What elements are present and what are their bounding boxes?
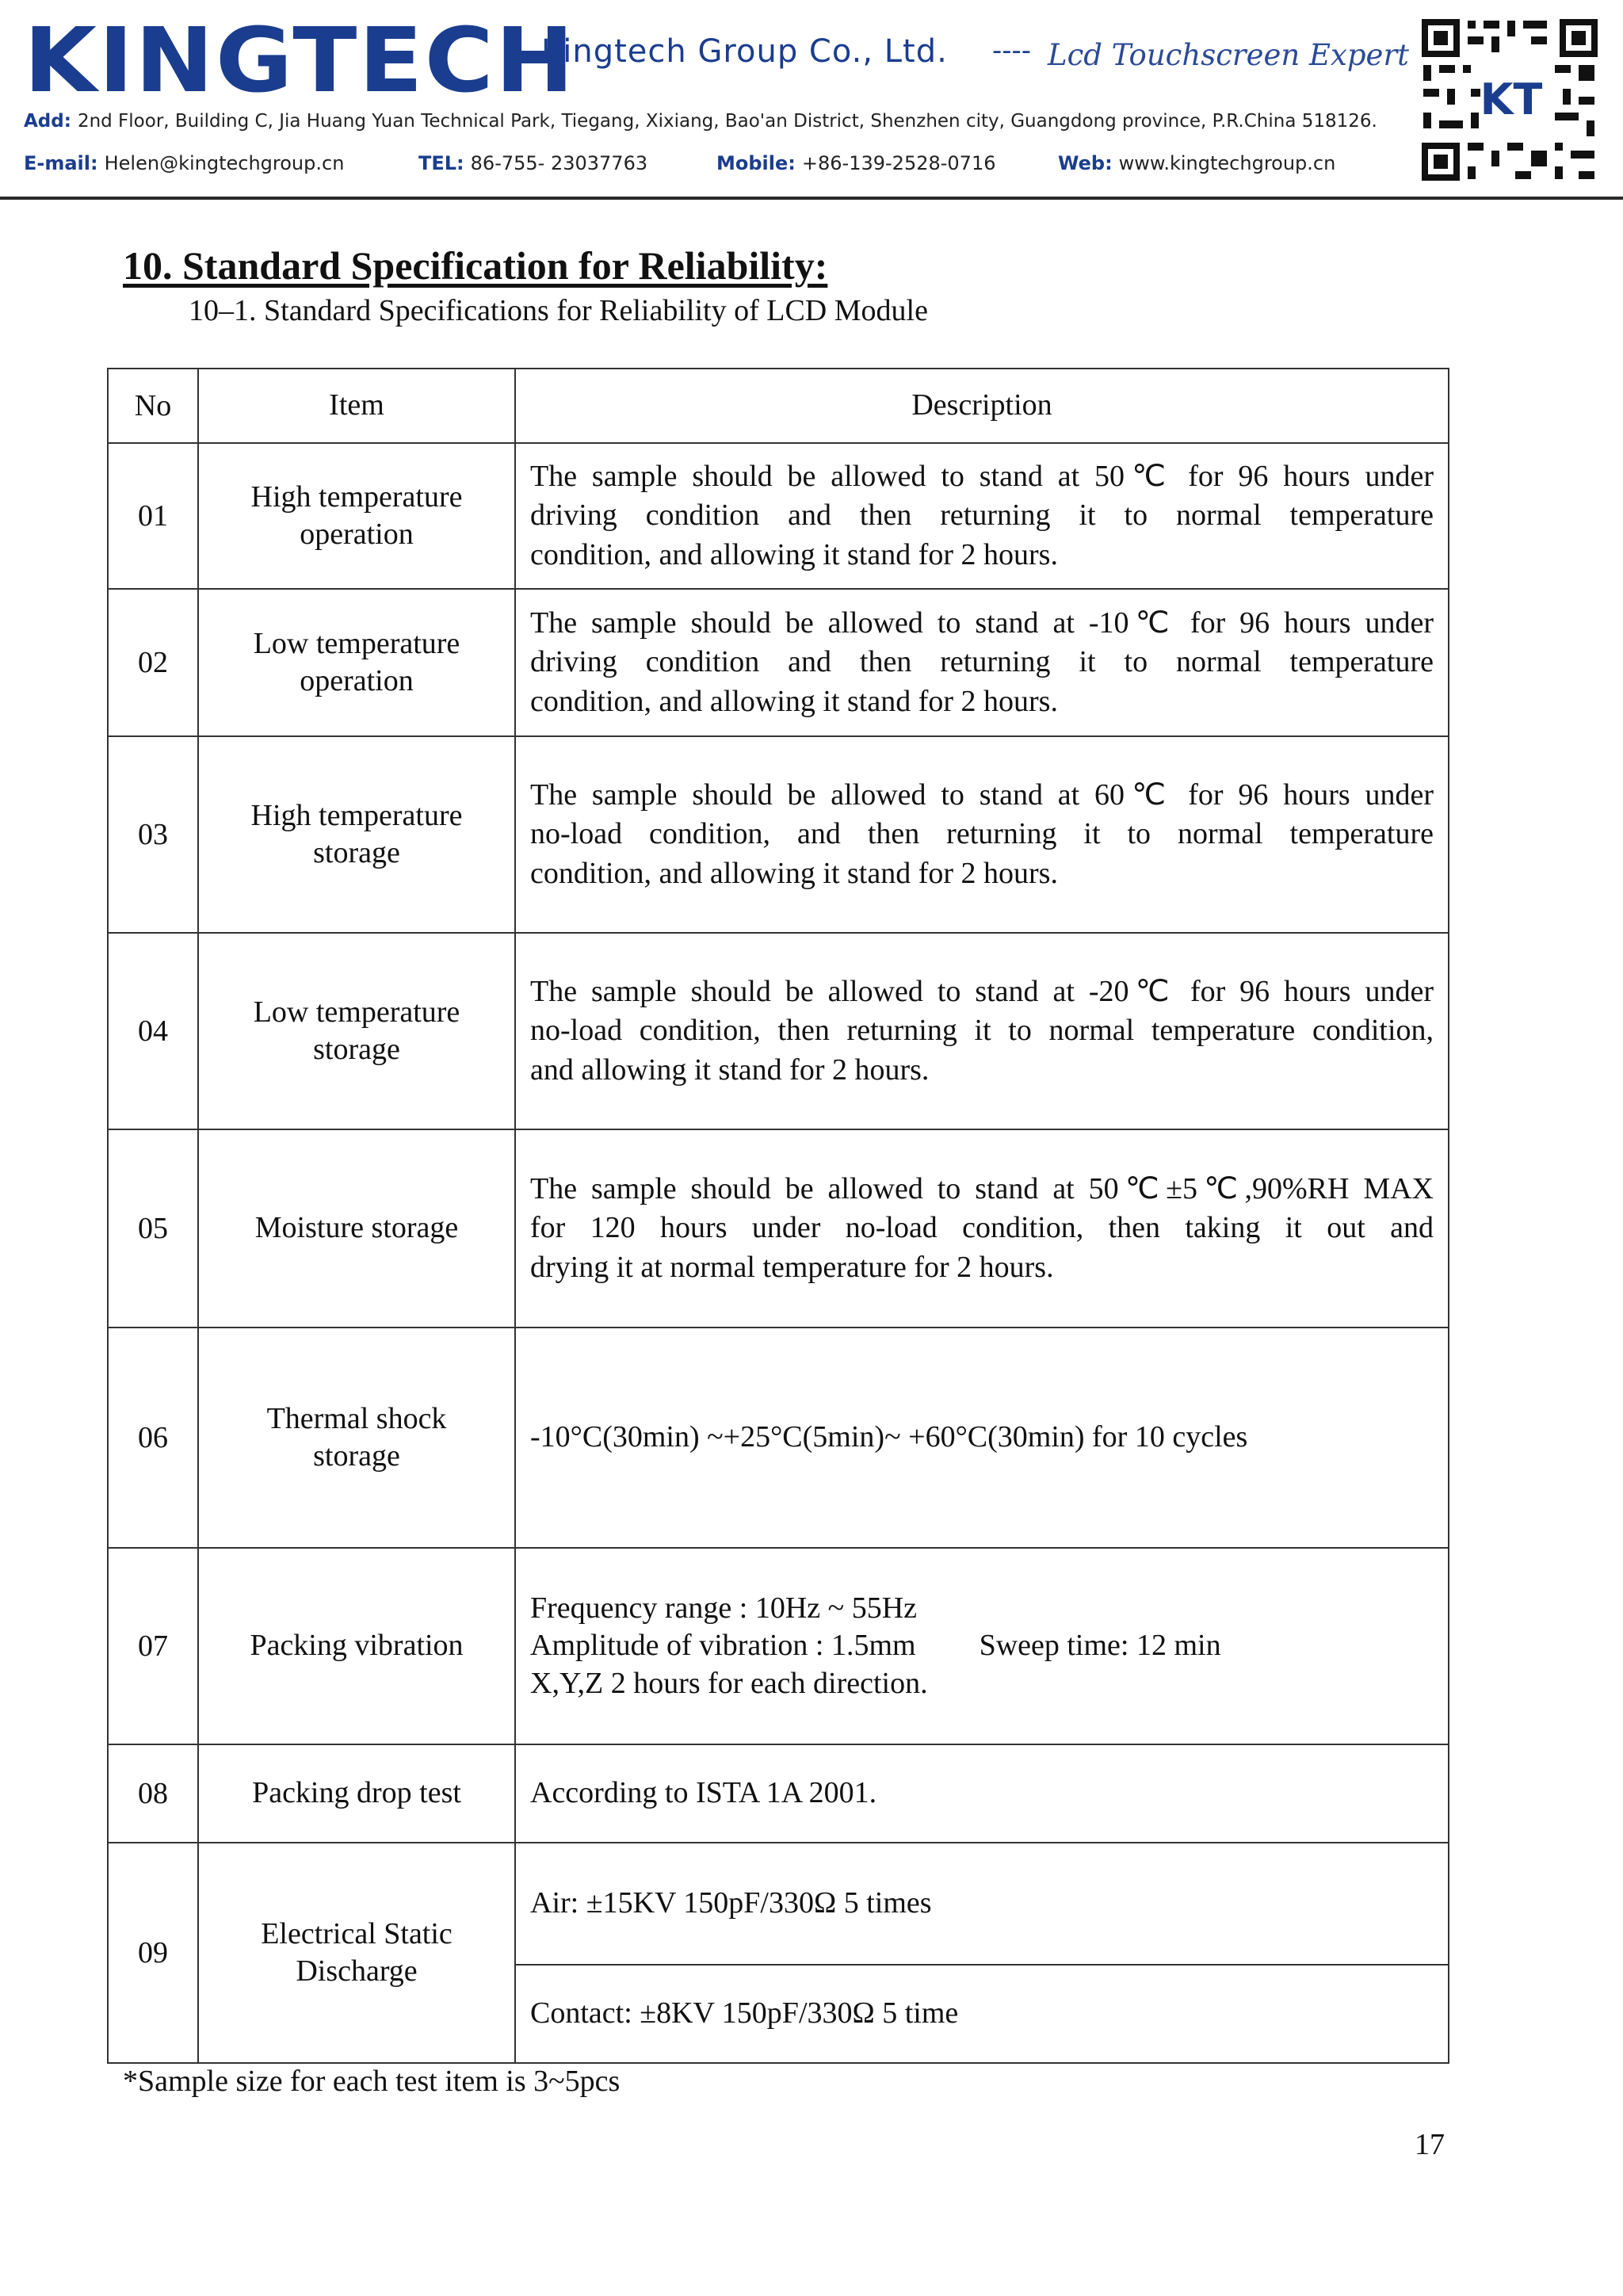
row-item: Moisture storage (198, 1129, 515, 1328)
table-row (108, 1129, 1449, 1328)
row-no: 05 (108, 1129, 198, 1328)
tel-value: 86-755- 23037763 (470, 152, 648, 174)
esd-air: Air: ±15KV 150pF/330Ω 5 times (515, 1843, 1449, 1965)
table-row (108, 1548, 1449, 1744)
esd-contact: Contact: ±8KV 150pF/330Ω 5 time (515, 1965, 1449, 2063)
logo-text: KINGTECH (24, 10, 576, 113)
row-item: Low temperature operation (198, 589, 515, 736)
company-dashes: ---- (992, 35, 1032, 67)
header-item: Item (198, 369, 515, 443)
footnote: *Sample size for each test item is 3~5pcs (123, 2065, 621, 2098)
section-title: 10. Standard Specification for Reliability: (123, 243, 828, 288)
web-label: Web: (1058, 152, 1113, 174)
mobile-label: Mobile: (716, 152, 796, 174)
address-line (24, 111, 1377, 132)
amplitude-line (530, 1627, 1434, 1665)
sweep-time: Sweep time: 12 min (979, 1629, 1221, 1663)
frequency-range: Frequency range : 10Hz ~ 55Hz (530, 1591, 918, 1625)
section-subtitle: 10–1. Standard Specifications for Reliability of LCD Module (189, 294, 928, 327)
row-item: Electrical Static Discharge (198, 1843, 515, 2063)
qr-code-icon (1419, 16, 1601, 184)
row-item: High temperature storage (198, 736, 515, 933)
header-rule (0, 197, 1623, 200)
table-row (108, 1744, 1449, 1843)
company-name: Kingtech Group Co., Ltd. (541, 33, 948, 70)
row-description (515, 1548, 1449, 1744)
row-description: The sample should be allowed to stand at 50℃±5℃,90%RH MAX for 120 hours under no-load condition, then taking it out and drying it at normal temperature for 2 hours. (515, 1129, 1449, 1328)
row-description: The sample should be allowed to stand at -10℃ for 96 hours under driving condition and then returning it to normal temperature condition, and allowing it stand for 2 hours. (515, 589, 1449, 736)
row-item: Thermal shock storage (198, 1328, 515, 1548)
row-no: 01 (108, 443, 198, 589)
row-description: -10°C(30min) ~+25°C(5min)~ +60°C(30min) for 10 cycles (515, 1328, 1449, 1548)
email-value[interactable]: Helen@kingtechgroup.cn (104, 152, 345, 174)
mobile-value: +86-139-2528-0716 (801, 152, 996, 174)
header-no: No (108, 369, 198, 443)
table-row (108, 933, 1449, 1129)
address-text: 2nd Floor, Building C, Jia Huang Yuan Technical Park, Tiegang, Xixiang, Bao'an District, Shenzhen city, Guangdong province, P.R.China 518126. (77, 111, 1377, 132)
reliability-spec-table (107, 368, 1449, 2064)
row-item: Packing vibration (198, 1548, 515, 1744)
row-no: 07 (108, 1548, 198, 1744)
table-row (108, 1328, 1449, 1548)
xyz-duration: X,Y,Z 2 hours for each direction. (530, 1666, 928, 1700)
row-item: Packing drop test (198, 1744, 515, 1843)
row-item: Low temperature storage (198, 933, 515, 1129)
row-no: 06 (108, 1328, 198, 1548)
mobile-group (716, 152, 995, 174)
address-label: Add: (24, 111, 71, 132)
row-description: The sample should be allowed to stand at 60℃ for 96 hours under no-load condition, and then returning it to normal temperature condition, and allowing it stand for 2 hours. (515, 736, 1449, 933)
web-group (1058, 152, 1335, 174)
tel-label: TEL: (418, 152, 464, 174)
brand-logo (24, 10, 576, 113)
row-no: 09 (108, 1843, 198, 2063)
table-row (108, 443, 1449, 589)
email-label: E-mail: (24, 152, 98, 174)
email-group (24, 152, 344, 174)
table-row (108, 1843, 1449, 1965)
row-description: According to ISTA 1A 2001. (515, 1744, 1449, 1843)
page-number: 17 (1415, 2128, 1445, 2161)
letterhead (0, 0, 1623, 200)
row-item: High temperature operation (198, 443, 515, 589)
row-no: 02 (108, 589, 198, 736)
web-value[interactable]: www.kingtechgroup.cn (1118, 152, 1336, 174)
table-row (108, 736, 1449, 933)
amplitude: Amplitude of vibration : 1.5mm (530, 1629, 916, 1663)
row-no: 03 (108, 736, 198, 933)
table-header-row (108, 369, 1449, 443)
header-description: Description (515, 369, 1449, 443)
table-row (108, 589, 1449, 736)
row-no: 04 (108, 933, 198, 1129)
tagline: Lcd Touchscreen Expert (1048, 38, 1409, 72)
tel-group (418, 152, 647, 174)
row-no: 08 (108, 1744, 198, 1843)
row-description: The sample should be allowed to stand at -20℃ for 96 hours under no-load condition, then returning it to normal temperature condition, and allowing it stand for 2 hours. (515, 933, 1449, 1129)
qr-badge-text: KT (1480, 74, 1543, 124)
row-description: The sample should be allowed to stand at 50℃ for 96 hours under driving condition and then returning it to normal temperature condition, and allowing it stand for 2 hours. (515, 443, 1449, 589)
